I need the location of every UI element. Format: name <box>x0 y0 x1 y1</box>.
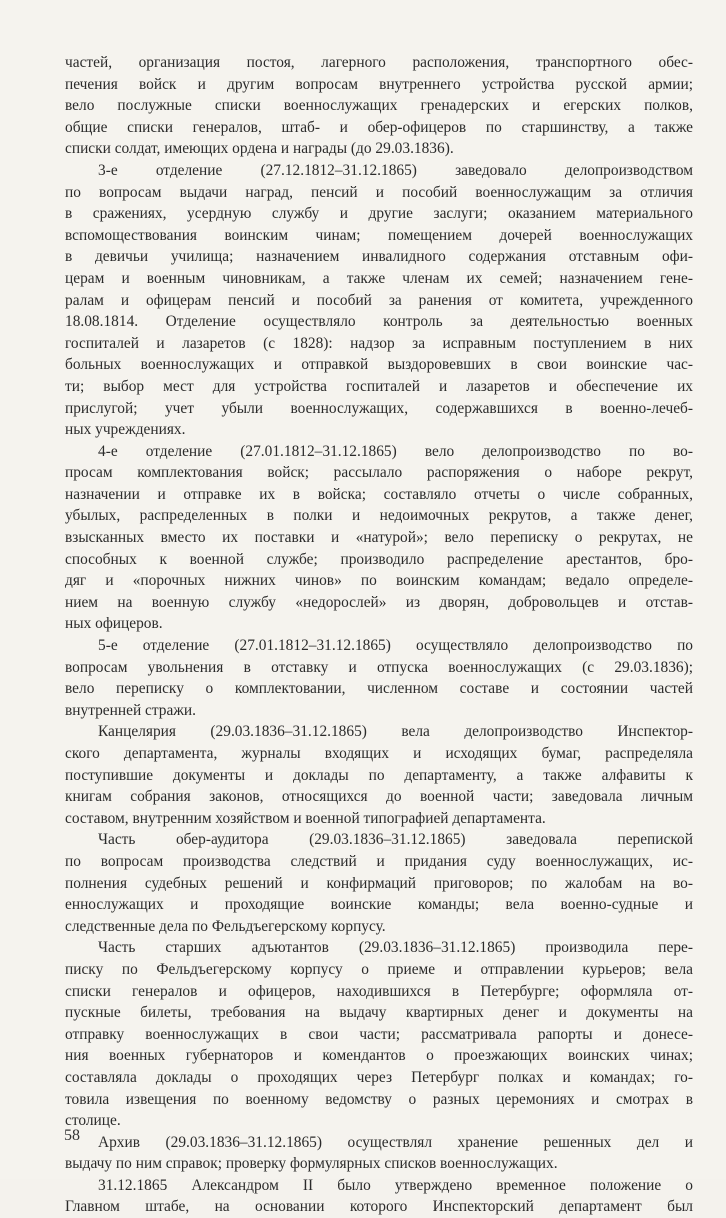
text-line: 5-е отделение (27.01.1812–31.12.1865) осуществляло делопроизводство по <box>98 637 693 655</box>
text-line: Архив (29.03.1836–31.12.1865) осуществлял хранение решенных дел и <box>98 1133 693 1151</box>
text-line: составляла доклады о проходящих через Петербург полках и командах; го- <box>65 1068 693 1086</box>
text-line: ных учреждениях. <box>65 421 186 439</box>
text-line: 3-е отделение (27.12.1812–31.12.1865) заведовало делопроизводством <box>98 161 693 179</box>
text-line: Часть старших адъютантов (29.03.1836–31.12.1865) производила пере- <box>98 939 693 957</box>
text-line: дяг и «порочных нижних чинов» по воинским командам; ведало определе- <box>65 572 693 590</box>
body-text <box>65 52 693 1218</box>
text-line: Часть обер-аудитора (29.03.1836–31.12.1865) заведовала перепиской <box>98 831 693 849</box>
text-line: вело послужные списки военнослужащих гренадерских и егерских полков, <box>65 97 693 115</box>
text-line: поступившие документы и доклады по департаменту, а также алфавиты к <box>65 766 693 784</box>
text-line: способных к военной службе; производило распределение арестантов, бро- <box>65 550 693 568</box>
text-line: полнения судебных решений и конфирмаций приговоров; по жалобам на во- <box>65 874 693 892</box>
text-line: 18.08.1814. Отделение осуществляло контроль за деятельностью военных <box>65 313 693 331</box>
text-line: списки солдат, имеющих ордена и награды (до 29.03.1836). <box>65 140 454 158</box>
text-line: ных офицеров. <box>65 615 163 633</box>
text-line: отправку военнослужащих в свои части; рассматривала рапорты и донесе- <box>65 1025 693 1043</box>
text-line: нием на военную службу «недорослей» из дворян, добровольцев и отстав- <box>65 593 693 611</box>
text-line: госпиталей и лазаретов (с 1828): надзор за исправным поступлением в них <box>65 334 693 352</box>
text-line: 4-е отделение (27.01.1812–31.12.1865) вело делопроизводство по во- <box>98 442 693 460</box>
text-line: печения войск и другим вопросам внутреннего устройства русской армии; <box>65 75 693 93</box>
text-line: в девичьи училища; назначением инвалидного содержания отставным офи- <box>65 248 693 266</box>
text-line: по вопросам выдачи наград, пенсий и пособий военнослужащим за отличия <box>65 183 693 201</box>
text-line: вело переписку о комплектовании, численном составе и состоянии частей <box>65 680 693 698</box>
text-line: больных военнослужащих и отправкой выздоровевших в свои воинские час- <box>65 356 693 374</box>
text-line: ского департамента, журналы входящих и исходящих бумаг, распределяла <box>65 745 693 762</box>
text-line: просам комплектования войск; рассылало распоряжения о наборе рекрут, <box>65 464 693 482</box>
text-line: церам и военным чиновникам, а также членам их семей; назначением гене- <box>65 269 693 287</box>
text-line: частей, организация постоя, лагерного расположения, транспортного обес- <box>65 54 693 71</box>
page-number: 58 <box>64 1127 80 1144</box>
text-line: в сражениях, усердную службу и другие заслуги; оказанием материального <box>65 205 693 223</box>
text-line: общие списки генералов, штаб- и обер-офицеров по старшинству, а также <box>65 118 693 136</box>
text-line: внутренней стражи. <box>65 701 197 719</box>
text-line: товила извещения по военному ведомству о разных церемониях и смотрах в <box>65 1090 693 1108</box>
text-line: вспомоществования воинским чинам; помещением дочерей военнослужащих <box>65 226 693 244</box>
text-line: по вопросам производства следствий и придания суду военнослужащих, ис- <box>65 852 693 870</box>
text-line: Канцелярия (29.03.1836–31.12.1865) вела делопроизводство Инспектор- <box>98 723 693 741</box>
text-line: выдачу по ним справок; проверку формулярных списков военнослужащих. <box>65 1155 558 1173</box>
text-line: Главном штабе, на основании которого Инспекторский департамент был <box>65 1198 693 1216</box>
text-line: еннослужащих и проходящие воинские команды; вела военно-судные и <box>65 896 693 914</box>
text-line: взысканных вместо их поставки и «натурой»; вело переписку о рекрутах, не <box>65 529 693 547</box>
text-line: списки генералов и офицеров, находившихся в Петербурге; оформляла от- <box>65 982 693 1000</box>
text-line: прислугой; учет убыли военнослужащих, содержавшихся в военно-лечеб- <box>65 399 693 417</box>
text-line: писку по Фельдъегерскому корпусу о приеме и отправлении курьеров; вела <box>65 960 693 978</box>
text-line: 31.12.1865 Александром II было утверждено временное положение о <box>98 1176 693 1194</box>
text-line: ти; выбор мест для устройства госпиталей и лазаретов и обеспечение их <box>65 377 693 395</box>
text-line: ралам и офицерам пенсий и пособий за ранения от комитета, учрежденного <box>65 291 693 309</box>
text-line: убылых, распределенных в полки и недоимочных рекрутов, а также денег, <box>65 507 693 525</box>
text-line: назначении и отправке их в войска; составляло отчеты о числе собранных, <box>65 485 693 503</box>
text-line: составом, внутренним хозяйством и военной типографией департамента. <box>65 809 546 827</box>
text-line: ния военных губернаторов и комендантов о проезжающих воинских чинах; <box>65 1047 693 1065</box>
text-line: столице. <box>65 1112 121 1130</box>
text-line: пускные билеты, требования на выдачу квартирных денег и документы на <box>65 1004 693 1022</box>
text-line: книгам собрания законов, относящихся до военной части; заведовала личным <box>65 788 693 806</box>
text-line: вопросам увольнения в отставку и отпуска военнослужащих (с 29.03.1836); <box>65 658 693 676</box>
text-line: следственные дела по Фельдъегерскому корпусу. <box>65 917 386 935</box>
